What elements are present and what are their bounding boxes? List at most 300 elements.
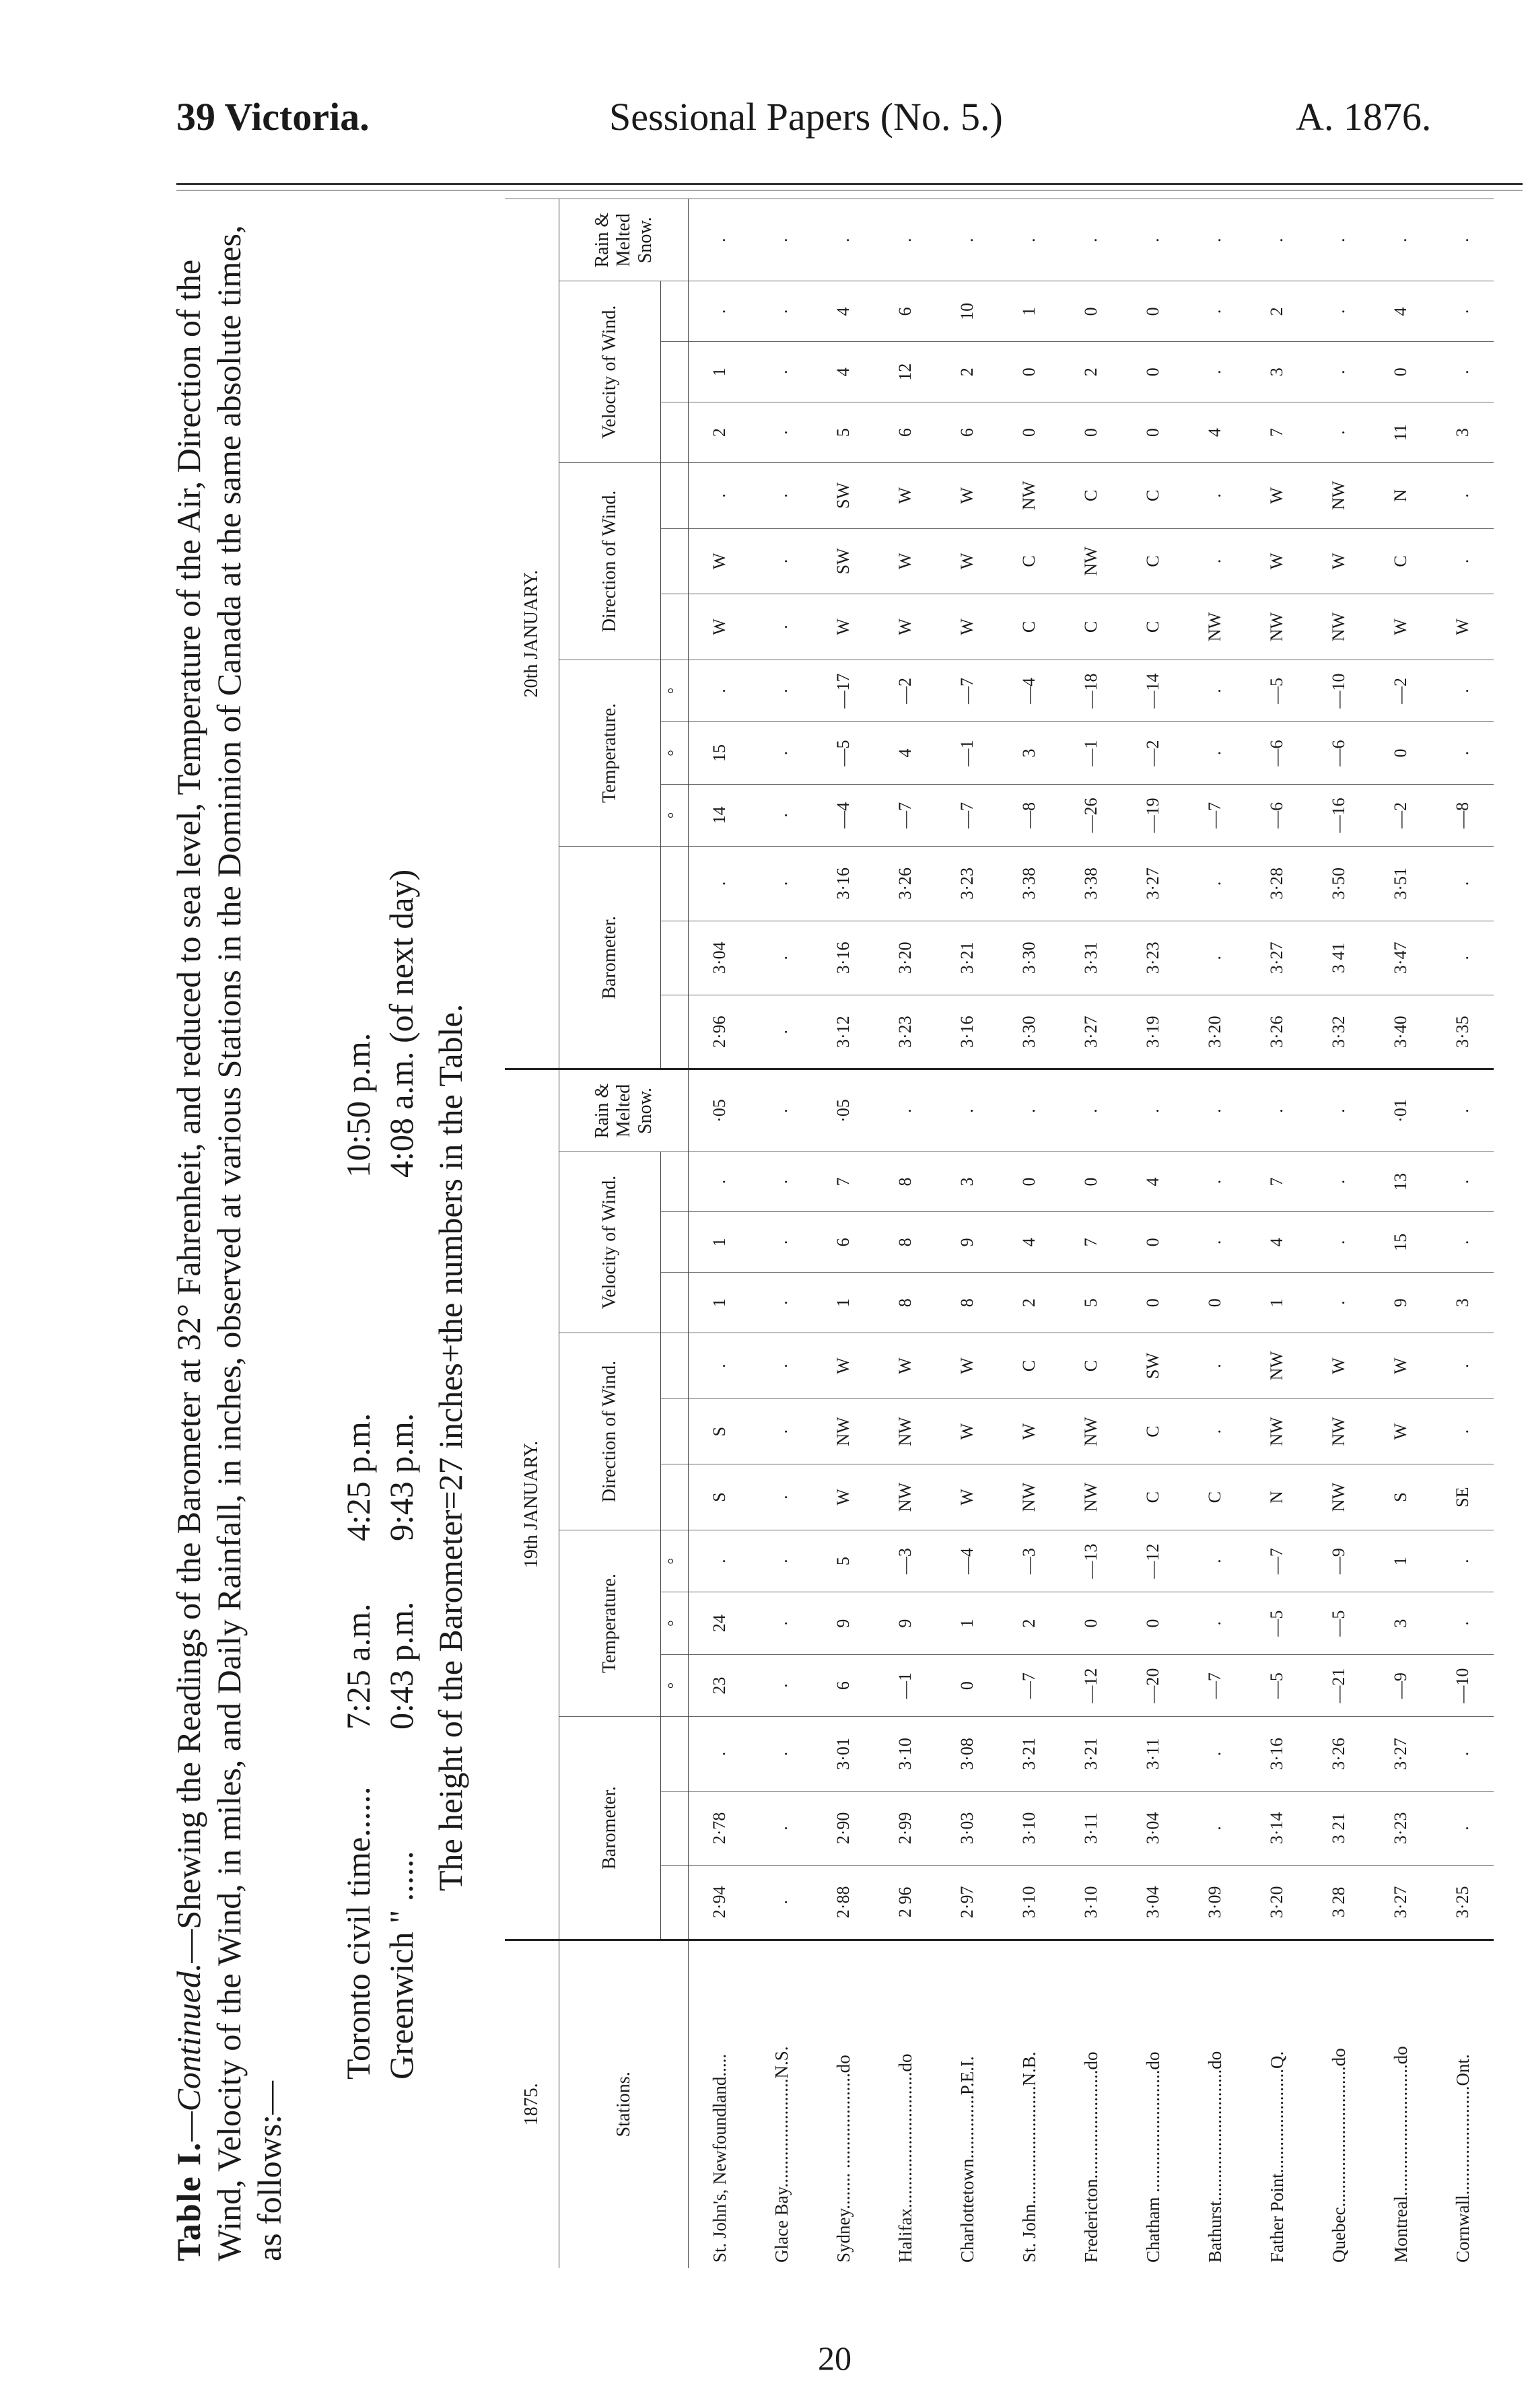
cell: 24 — [689, 1592, 751, 1654]
cell: —7 — [1184, 1654, 1246, 1716]
cell: . — [1432, 1212, 1494, 1273]
cell: 7 — [1246, 1152, 1308, 1212]
cell: NW — [1060, 1464, 1122, 1530]
cell: . — [1308, 281, 1370, 342]
cell: 3·16 — [812, 847, 874, 921]
cell: . — [1184, 1398, 1246, 1464]
cell: 3·14 — [1246, 1791, 1308, 1865]
cell: C — [1122, 463, 1184, 529]
cell: 2·78 — [689, 1791, 751, 1865]
degree-mark: ° — [661, 1592, 689, 1654]
cell: SW — [1122, 1333, 1184, 1399]
cell: . — [1184, 1069, 1246, 1152]
cell: —5 — [1246, 660, 1308, 721]
cell: W — [1370, 1398, 1432, 1464]
cell: —2 — [1370, 784, 1432, 846]
day2-header: 20th JANUARY. — [505, 199, 559, 1069]
cell: . — [751, 847, 812, 921]
header-rule — [176, 183, 1523, 185]
cell: 3·20 — [1184, 995, 1246, 1069]
table-row — [874, 199, 936, 2269]
station-name: Montreal.............................do — [1370, 1940, 1432, 2268]
cell: 0 — [1060, 1592, 1122, 1654]
cell: 3 — [1246, 342, 1308, 402]
page-number: 20 — [818, 2339, 851, 2377]
cell: . — [751, 1273, 812, 1333]
cell: 3·23 — [1370, 1791, 1432, 1865]
cell: —8 — [998, 784, 1060, 846]
cell: . — [1308, 1212, 1370, 1273]
cell: NW — [1308, 1398, 1370, 1464]
cell: W — [936, 1398, 998, 1464]
cell: 2·97 — [936, 1866, 998, 1940]
cell: 3·38 — [998, 847, 1060, 921]
cell: —10 — [1308, 660, 1370, 721]
day1-header: 19th JANUARY. — [505, 1069, 559, 1940]
cell: C — [1060, 463, 1122, 529]
cell: . — [751, 1717, 812, 1791]
cell: W — [1246, 463, 1308, 529]
cell: 6 — [874, 281, 936, 342]
cell: —8 — [1432, 784, 1494, 846]
cell: 3·28 — [1246, 847, 1308, 921]
cell: —7 — [874, 784, 936, 846]
cell: . — [1308, 342, 1370, 402]
cell: 11 — [1370, 402, 1432, 463]
cell: 3·08 — [936, 1717, 998, 1791]
table-row — [1308, 199, 1370, 2269]
cell: 10 — [936, 281, 998, 342]
cell: 8 — [874, 1152, 936, 1212]
cell: 23 — [689, 1654, 751, 1716]
cell: NW — [1246, 594, 1308, 660]
cell: C — [1060, 594, 1122, 660]
cell: . — [998, 199, 1060, 281]
cell: 7 — [1060, 1212, 1122, 1273]
cell: 0 — [1060, 1152, 1122, 1212]
cell: NW — [874, 1398, 936, 1464]
cell: —1 — [1060, 722, 1122, 784]
greenwich-time-3: 4:08 a.m. (of next day) — [382, 869, 420, 1178]
cell: —3 — [874, 1530, 936, 1592]
table-row — [689, 199, 751, 2269]
cell: . — [751, 1866, 812, 1940]
cell: . — [751, 199, 812, 281]
cell: 3·27 — [1370, 1866, 1432, 1940]
cell: 3·10 — [874, 1717, 936, 1791]
cell: —19 — [1122, 784, 1184, 846]
cell: W — [1370, 594, 1432, 660]
cell: 8 — [874, 1273, 936, 1333]
table-row — [1370, 199, 1432, 2269]
cell: —6 — [1308, 722, 1370, 784]
cell: 3·30 — [998, 995, 1060, 1069]
table-body — [689, 199, 1494, 2269]
cell: 2·88 — [812, 1866, 874, 1940]
table-label: Table I. — [170, 2141, 207, 2261]
cell: . — [1184, 1592, 1246, 1654]
cell: 5 — [812, 402, 874, 463]
d2-rain-header: Rain & Melted Snow. — [559, 199, 689, 281]
cell: —7 — [936, 660, 998, 721]
cell: . — [1308, 402, 1370, 463]
table-description: —Shewing the Readings of the Barometer at 32° Fahrenheit, and reduced to sea level, Temperature of the Air, Direction of the Wind, Velocity of the Wind, in miles, and Daily Rainfall, in inches, observed at various Stations in the Dominion of Canada at the same absolute times, as follows:— — [170, 225, 288, 2261]
cell: W — [689, 594, 751, 660]
cell: 3·31 — [1060, 921, 1122, 995]
cell: 0 — [1122, 402, 1184, 463]
cell: 3 — [1370, 1592, 1432, 1654]
cell: —12 — [1122, 1530, 1184, 1592]
cell: . — [1432, 1152, 1494, 1212]
cell: 2·94 — [689, 1866, 751, 1940]
header-left: 39 Victoria. — [176, 95, 370, 139]
cell: . — [874, 1069, 936, 1152]
cell: —17 — [812, 660, 874, 721]
station-name: Cornwall........................Ont. — [1432, 1940, 1494, 2268]
cell: . — [751, 1464, 812, 1530]
cell: 3 — [998, 722, 1060, 784]
table-row — [998, 199, 1060, 2269]
d1-barometer-header: Barometer. — [559, 1717, 661, 1940]
cell: 4 — [874, 722, 936, 784]
d1-temperature-header: Temperature. — [559, 1530, 661, 1716]
cell: NW — [1246, 1398, 1308, 1464]
cell: —16 — [1308, 784, 1370, 846]
cell: 2·96 — [689, 995, 751, 1069]
cell: . — [1308, 1069, 1370, 1152]
cell: 3·50 — [1308, 847, 1370, 921]
cell: . — [1370, 199, 1432, 281]
cell: 3·20 — [1246, 1866, 1308, 1940]
cell: 3·27 — [1246, 921, 1308, 995]
cell: . — [1432, 199, 1494, 281]
degree-mark: ° — [661, 722, 689, 784]
cell: —7 — [1246, 1530, 1308, 1592]
cell: NW — [1184, 594, 1246, 660]
cell: . — [936, 199, 998, 281]
cell: 1 — [689, 342, 751, 402]
cell: 3·21 — [998, 1717, 1060, 1791]
stations-header: Stations. — [559, 1940, 689, 2268]
cell: 15 — [1370, 1212, 1432, 1273]
station-name: Quebec...............................do — [1308, 1940, 1370, 2268]
cell: 0 — [1370, 342, 1432, 402]
toronto-time-2: 4:25 p.m. — [339, 1413, 377, 1541]
cell: 9 — [812, 1592, 874, 1654]
rotated-table-block — [168, 195, 1511, 2268]
cell: 3·12 — [812, 995, 874, 1069]
cell: 3·30 — [998, 921, 1060, 995]
cell: 1 — [812, 1273, 874, 1333]
cell: 3 — [1432, 402, 1494, 463]
cell: 3·09 — [1184, 1866, 1246, 1940]
cell: . — [1184, 921, 1246, 995]
cell: 2 — [998, 1592, 1060, 1654]
cell: 8 — [874, 1212, 936, 1273]
d2-temperature-header: Temperature. — [559, 660, 661, 846]
station-name: Chatham ...........................do — [1122, 1940, 1184, 2268]
toronto-time-1: 7:25 a.m. — [339, 1603, 377, 1730]
cell: 2·99 — [874, 1791, 936, 1865]
cell: 2 — [998, 1273, 1060, 1333]
cell: . — [689, 847, 751, 921]
cell: W — [936, 1464, 998, 1530]
cell: . — [751, 784, 812, 846]
cell: W — [689, 528, 751, 594]
cell: . — [1184, 847, 1246, 921]
cell: S — [1370, 1464, 1432, 1530]
greenwich-label: Greenwich " ...... — [382, 1851, 420, 2080]
cell: W — [936, 1333, 998, 1399]
cell: —9 — [1308, 1530, 1370, 1592]
cell: 0 — [1122, 342, 1184, 402]
cell: NW — [1060, 1398, 1122, 1464]
cell: 4 — [812, 342, 874, 402]
d1-rain-header: Rain & Melted Snow. — [559, 1069, 689, 1152]
cell: . — [751, 594, 812, 660]
cell: —5 — [812, 722, 874, 784]
cell: 4 — [1246, 1212, 1308, 1273]
cell: . — [1184, 528, 1246, 594]
cell: 14 — [689, 784, 751, 846]
cell: 3·10 — [998, 1791, 1060, 1865]
cell: 3·11 — [1122, 1717, 1184, 1791]
cell: . — [1432, 342, 1494, 402]
cell: 3·23 — [1122, 921, 1184, 995]
cell: C — [1122, 1464, 1184, 1530]
cell: . — [751, 463, 812, 529]
times-col-2 — [337, 1413, 423, 1541]
cell: . — [751, 1592, 812, 1654]
d2-barometer-header: Barometer. — [559, 847, 661, 1069]
cell: . — [1432, 847, 1494, 921]
cell: W — [874, 1333, 936, 1399]
cell: . — [998, 1069, 1060, 1152]
cell: . — [1060, 199, 1122, 281]
table-row — [1432, 199, 1494, 2269]
cell: . — [1432, 1717, 1494, 1791]
cell: . — [1122, 1069, 1184, 1152]
cell: 4 — [1370, 281, 1432, 342]
cell: C — [998, 1333, 1060, 1399]
cell: . — [751, 1069, 812, 1152]
year-header: 1875. — [505, 1940, 559, 2268]
cell: 0 — [1184, 1273, 1246, 1333]
cell: SW — [812, 463, 874, 529]
time-labels — [337, 1787, 423, 2080]
cell: 1 — [1246, 1273, 1308, 1333]
cell: C — [1184, 1464, 1246, 1530]
station-name: St. John's, Newfoundland..... — [689, 1940, 751, 2268]
cell: 2·90 — [812, 1791, 874, 1865]
d1-velocity-header: Velocity of Wind. — [559, 1152, 661, 1333]
cell: NW — [1060, 528, 1122, 594]
table-row — [1246, 199, 1308, 2269]
d1-direction-header: Direction of Wind. — [559, 1333, 661, 1530]
cell: 3·21 — [936, 921, 998, 995]
cell: 3 — [1432, 1273, 1494, 1333]
cell: . — [1184, 1333, 1246, 1399]
cell: 3·21 — [1060, 1717, 1122, 1791]
cell: 6 — [812, 1654, 874, 1716]
station-name: Glace Bay........................N.S. — [751, 1940, 812, 2268]
cell: . — [689, 281, 751, 342]
cell: W — [874, 594, 936, 660]
cell: C — [1122, 594, 1184, 660]
cell: 0 — [998, 1152, 1060, 1212]
cell: —13 — [1060, 1530, 1122, 1592]
cell: 4 — [1122, 1152, 1184, 1212]
cell: . — [751, 1654, 812, 1716]
cell: NW — [1308, 594, 1370, 660]
cell: 12 — [874, 342, 936, 402]
cell: 2 — [689, 402, 751, 463]
cell: . — [1432, 921, 1494, 995]
station-name: Sydney........ .....................do — [812, 1940, 874, 2268]
table-continued: —Continued. — [170, 1962, 207, 2141]
cell: 6 — [936, 402, 998, 463]
cell: 2 96 — [874, 1866, 936, 1940]
cell: 6 — [812, 1212, 874, 1273]
cell: . — [936, 1069, 998, 1152]
cell: 3·27 — [1370, 1717, 1432, 1791]
cell: C — [1122, 1398, 1184, 1464]
cell: W — [1308, 528, 1370, 594]
cell: 3·16 — [1246, 1717, 1308, 1791]
cell: 0 — [1370, 722, 1432, 784]
cell: 3·51 — [1370, 847, 1432, 921]
cell: . — [1308, 1273, 1370, 1333]
cell: 3 — [936, 1152, 998, 1212]
cell: . — [751, 660, 812, 721]
cell: NW — [1308, 1464, 1370, 1530]
cell: W — [812, 594, 874, 660]
cell: . — [1246, 199, 1308, 281]
station-name: Fredericton........................do — [1060, 1940, 1122, 2268]
cell: 3·04 — [1122, 1866, 1184, 1940]
cell: NW — [998, 1464, 1060, 1530]
cell: —5 — [1246, 1654, 1308, 1716]
table-row — [1060, 199, 1122, 2269]
cell: 3·26 — [874, 847, 936, 921]
toronto-label: Toronto civil time...... — [339, 1786, 377, 2080]
cell: . — [751, 1398, 812, 1464]
cell: W — [1432, 594, 1494, 660]
cell: . — [751, 722, 812, 784]
degree-mark: ° — [661, 1530, 689, 1592]
cell: W — [1246, 528, 1308, 594]
cell: 4 — [1184, 402, 1246, 463]
cell: C — [1122, 528, 1184, 594]
header-center: Sessional Papers (No. 5.) — [609, 95, 1003, 139]
cell: 9 — [874, 1592, 936, 1654]
cell: . — [689, 1717, 751, 1791]
cell: 0 — [998, 342, 1060, 402]
cell: 3·32 — [1308, 995, 1370, 1069]
cell: 4 — [812, 281, 874, 342]
station-name: Father Point.......................Q. — [1246, 1940, 1308, 2268]
cell: 0 — [1122, 1592, 1184, 1654]
cell: W — [936, 594, 998, 660]
cell: W — [874, 528, 936, 594]
cell: 7 — [812, 1152, 874, 1212]
cell: 3·26 — [1308, 1717, 1370, 1791]
cell: 3·26 — [1246, 995, 1308, 1069]
d2-velocity-header: Velocity of Wind. — [559, 281, 661, 463]
cell: 3·27 — [1060, 995, 1122, 1069]
greenwich-time-2: 9:43 p.m. — [382, 1413, 420, 1541]
cell: . — [1432, 660, 1494, 721]
cell: —12 — [1060, 1654, 1122, 1716]
station-name: Bathurst.............................do — [1184, 1940, 1246, 2268]
table-row — [936, 199, 998, 2269]
cell: W — [936, 463, 998, 529]
cell: . — [1432, 528, 1494, 594]
cell: 9 — [936, 1212, 998, 1273]
cell: —6 — [1246, 784, 1308, 846]
cell: . — [1432, 1791, 1494, 1865]
cell: —4 — [812, 784, 874, 846]
cell: 8 — [936, 1273, 998, 1333]
cell: . — [1184, 281, 1246, 342]
cell: 3·04 — [689, 921, 751, 995]
cell: 3·04 — [1122, 1791, 1184, 1865]
cell: ·05 — [689, 1069, 751, 1152]
degree-mark: ° — [661, 784, 689, 846]
cell: —6 — [1246, 722, 1308, 784]
cell: . — [1184, 463, 1246, 529]
cell: . — [812, 199, 874, 281]
cell: 3·27 — [1122, 847, 1184, 921]
cell: NW — [874, 1464, 936, 1530]
cell: . — [1184, 1212, 1246, 1273]
toronto-time-3: 10:50 p.m. — [339, 1032, 377, 1178]
table-row — [1122, 199, 1184, 2269]
table-row — [1184, 199, 1246, 2269]
cell: 9 — [1370, 1273, 1432, 1333]
cell: 6 — [874, 402, 936, 463]
observations-table — [505, 199, 1494, 2268]
cell: . — [1060, 1069, 1122, 1152]
cell: —7 — [1184, 784, 1246, 846]
cell: . — [1432, 722, 1494, 784]
cell: ·01 — [1370, 1069, 1432, 1152]
cell: —7 — [936, 784, 998, 846]
cell: —5 — [1308, 1592, 1370, 1654]
cell: . — [751, 1152, 812, 1212]
cell: 2 — [1060, 342, 1122, 402]
cell: 3·19 — [1122, 995, 1184, 1069]
cell: —14 — [1122, 660, 1184, 721]
cell: . — [1432, 1530, 1494, 1592]
cell: N — [1246, 1464, 1308, 1530]
cell: 3 21 — [1308, 1791, 1370, 1865]
cell: . — [1432, 281, 1494, 342]
cell: 0 — [1060, 402, 1122, 463]
cell: 5 — [1060, 1273, 1122, 1333]
table-row — [812, 199, 874, 2269]
greenwich-time-1: 0:43 p.m. — [382, 1601, 420, 1730]
cell: 3·23 — [874, 995, 936, 1069]
cell: 3·35 — [1432, 995, 1494, 1069]
cell: W — [1308, 1333, 1370, 1399]
cell: —2 — [874, 660, 936, 721]
cell: . — [1432, 1592, 1494, 1654]
cell: 0 — [1122, 1273, 1184, 1333]
cell: —20 — [1122, 1654, 1184, 1716]
times-col-1 — [337, 1602, 423, 1730]
cell: 3·25 — [1432, 1866, 1494, 1940]
